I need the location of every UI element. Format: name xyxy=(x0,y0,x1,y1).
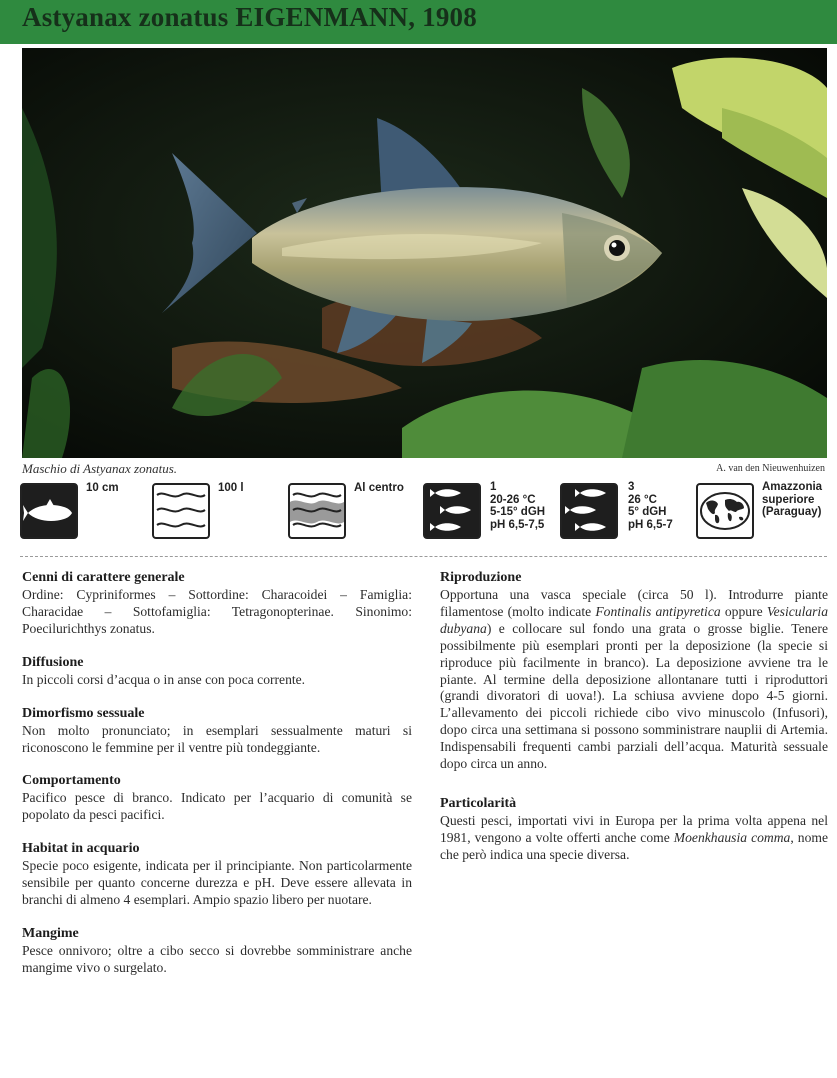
section-reproduction xyxy=(440,569,828,773)
fish-size-icon xyxy=(20,483,78,539)
group1-ph: pH 6,5-7,5 xyxy=(490,518,545,531)
section-heading: Riproduzione xyxy=(440,570,522,585)
world-map-icon xyxy=(696,483,754,539)
school-fish-icon xyxy=(423,483,481,539)
right-column xyxy=(440,569,828,880)
section-heading: Cenni di carattere generale xyxy=(22,570,185,585)
section-text: Ordine: Cypriniformes – Sottordine: Characoidei – Famiglia: Characidae – Sottofamiglia: Tetragonopterinae. Sinonimo: Poecilurichthys zonatus. xyxy=(22,587,412,636)
section-heading: Dimorfismo sessuale xyxy=(22,705,145,721)
species-name: Moenkhausia comma xyxy=(673,829,791,845)
species-name: Fontinalis antipyretica xyxy=(595,603,721,619)
group1-hardness: 5-15° dGH xyxy=(490,506,546,518)
region-specs xyxy=(762,481,822,519)
section-particularities xyxy=(440,795,828,864)
section-text: Questi pesci, importati vivi in Europa per la prima volta appena nel 1981, vengono a volte offerti anche come Moenkhausia comma, nome che però indica una specie diversa. xyxy=(440,812,828,862)
section-dimorphism xyxy=(22,705,412,757)
section-text: Pesce onnivoro; oltre a cibo secco si dovrebbe somministrare anche mangime vivo o surgelato. xyxy=(22,942,412,975)
section-heading: Habitat in acquario xyxy=(22,841,140,857)
group2-temp: 26 °C xyxy=(628,493,657,506)
region-line1: Amazzonia xyxy=(762,481,823,493)
section-behavior xyxy=(22,772,412,824)
aquarium-volume-icon xyxy=(152,483,210,539)
group2-hardness: 5° dGH xyxy=(628,506,667,518)
group2-ph: pH 6,5-7 xyxy=(628,518,673,531)
section-heading: Mangime xyxy=(22,925,79,941)
section-distribution xyxy=(22,654,412,689)
size-value: 10 cm xyxy=(86,482,119,494)
group2-count: 3 xyxy=(628,481,635,493)
school-fish-icon xyxy=(560,483,618,539)
region-line3: (Paraguay) xyxy=(762,506,822,518)
title-bar xyxy=(0,0,837,44)
section-heading: Particolarità xyxy=(440,795,517,811)
region-line2: superiore xyxy=(762,493,815,506)
section-heading: Comportamento xyxy=(22,773,121,789)
group1-temp: 20-26 °C xyxy=(490,493,536,506)
section-food xyxy=(22,925,412,977)
group2-specs xyxy=(628,481,673,531)
section-divider xyxy=(20,556,827,557)
volume-value: 100 l xyxy=(218,482,244,494)
section-text: In piccoli corsi d’acqua o in anse con poca corrente. xyxy=(22,671,306,687)
swim-zone-icon xyxy=(288,483,346,539)
section-heading: Diffusione xyxy=(22,654,84,670)
section-text: Specie poco esigente, indicata per il principiante. Non particolarmente sensibile per quanto concerne durezza e pH. Deve essere allevata in branchi di almeno 4 esemplari. Ampio spazio libero per nuotare. xyxy=(22,858,412,908)
page-title: Astyanax zonatus EIGENMANN, 1908 xyxy=(22,2,477,32)
zone-value: Al centro xyxy=(354,482,404,494)
photo-caption: Maschio di Astyanax zonatus. xyxy=(22,461,178,476)
group1-specs xyxy=(490,481,545,531)
left-column xyxy=(22,569,412,993)
section-general xyxy=(22,569,412,638)
fish-photo xyxy=(22,48,827,458)
section-text: Non molto pronunciato; in esemplari sessualmente maturi si riconoscono le femmine per il ventre più tondeggiante. xyxy=(22,722,412,755)
group1-count: 1 xyxy=(490,481,497,493)
species-name: Vesicularia dubyana xyxy=(440,603,829,636)
section-text: Opportuna una vasca speciale (circa 50 l). Introdurre piante filamentose (molto indicate Fontinalis antipyretica oppure Vesicularia dubyana) e collocare sul fondo una grata o grosse biglie. Tenere possibilmente più esemplari pronti per la deposizione (la specie si riproduce più facilmente in branco). La deposizione avviene tra le piante. Al termine della deposizione allontanare tutti i riproduttori (grandi divoratori di uova!). La schiusa avviene dopo 4-5 giorni. L’allevamento dei piccoli richiede cibo vivo minuscolo (Infusori), dopo circa una settimana si possono somministrare nauplii di Artemia. Indispensabili frequenti cambi parziali dell’acqua. Maturità sessuale dopo circa un anno. xyxy=(440,587,829,772)
section-text: Pacifico pesce di branco. Indicato per l’acquario di comunità se popolato da pesci pacifici. xyxy=(22,790,412,823)
section-habitat xyxy=(22,840,412,909)
photo-credit: A. van den Nieuwenhuizen xyxy=(716,463,825,474)
fish-illustration xyxy=(22,48,827,458)
